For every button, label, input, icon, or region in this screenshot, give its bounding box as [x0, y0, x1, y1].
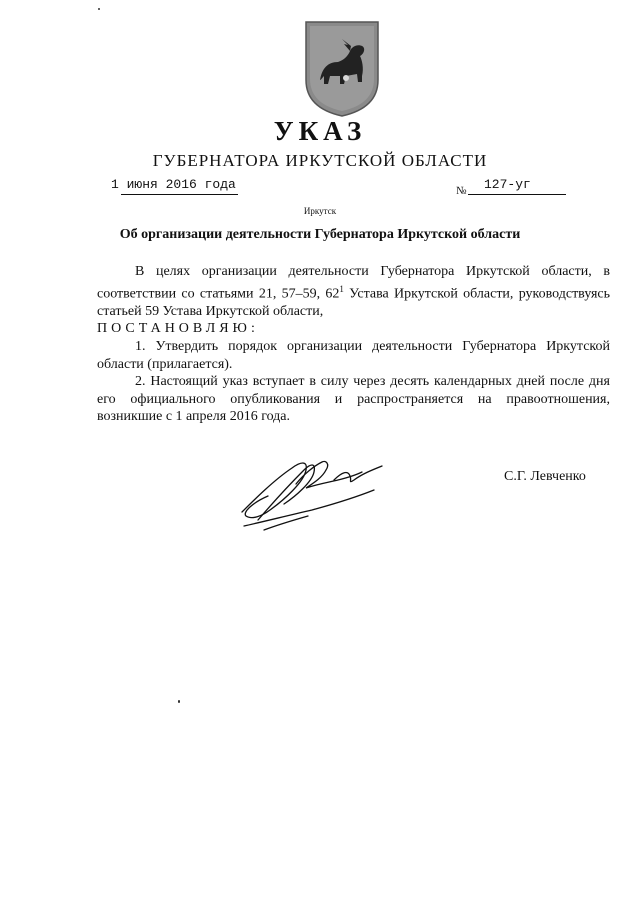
preamble-text-end: Устава Иркутской области, руководствуясь статьей 59 Устава Иркутской области, — [97, 286, 611, 319]
preamble-paragraph — [97, 263, 610, 320]
signer-name: С.Г. Левченко — [504, 469, 586, 484]
resolve-line: ПОСТАНОВЛЯЮ: — [97, 321, 259, 337]
document-date: 1 июня 2016 года — [111, 177, 236, 192]
document-city: Иркутск — [303, 206, 337, 216]
document-title: УКАЗ — [273, 116, 367, 146]
item-1: 1. Утвердить порядок организации деятельности Губернатора Иркутской области (прилагается). — [97, 339, 610, 372]
item-2: 2. Настоящий указ вступает в силу через десять календарных дней после дня его официального опубликования и распространяется на правоотношения, возникшие с 1 апреля 2016 года. — [97, 374, 610, 425]
document-body — [97, 263, 610, 426]
coat-of-arms-icon — [302, 18, 382, 118]
preamble-superscript: 1 — [339, 283, 344, 294]
number-underline — [468, 194, 566, 195]
number-sign: № — [456, 185, 467, 197]
issuer-title: ГУБЕРНАТОРА ИРКУТСКОЙ ОБЛАСТИ — [152, 151, 488, 170]
document-heading: Об организации деятельности Губернатора Иркутской области — [119, 227, 521, 242]
scan-speck — [178, 700, 180, 703]
scan-speck — [98, 8, 100, 10]
document-number: 127-уг — [484, 177, 531, 192]
date-underline — [121, 194, 238, 195]
signature-image — [234, 450, 394, 540]
preamble-text-start: В целях организации деятельности Губернатора Иркутской области, в соответствии со статьями 21, 57–59, 62 — [97, 264, 610, 302]
